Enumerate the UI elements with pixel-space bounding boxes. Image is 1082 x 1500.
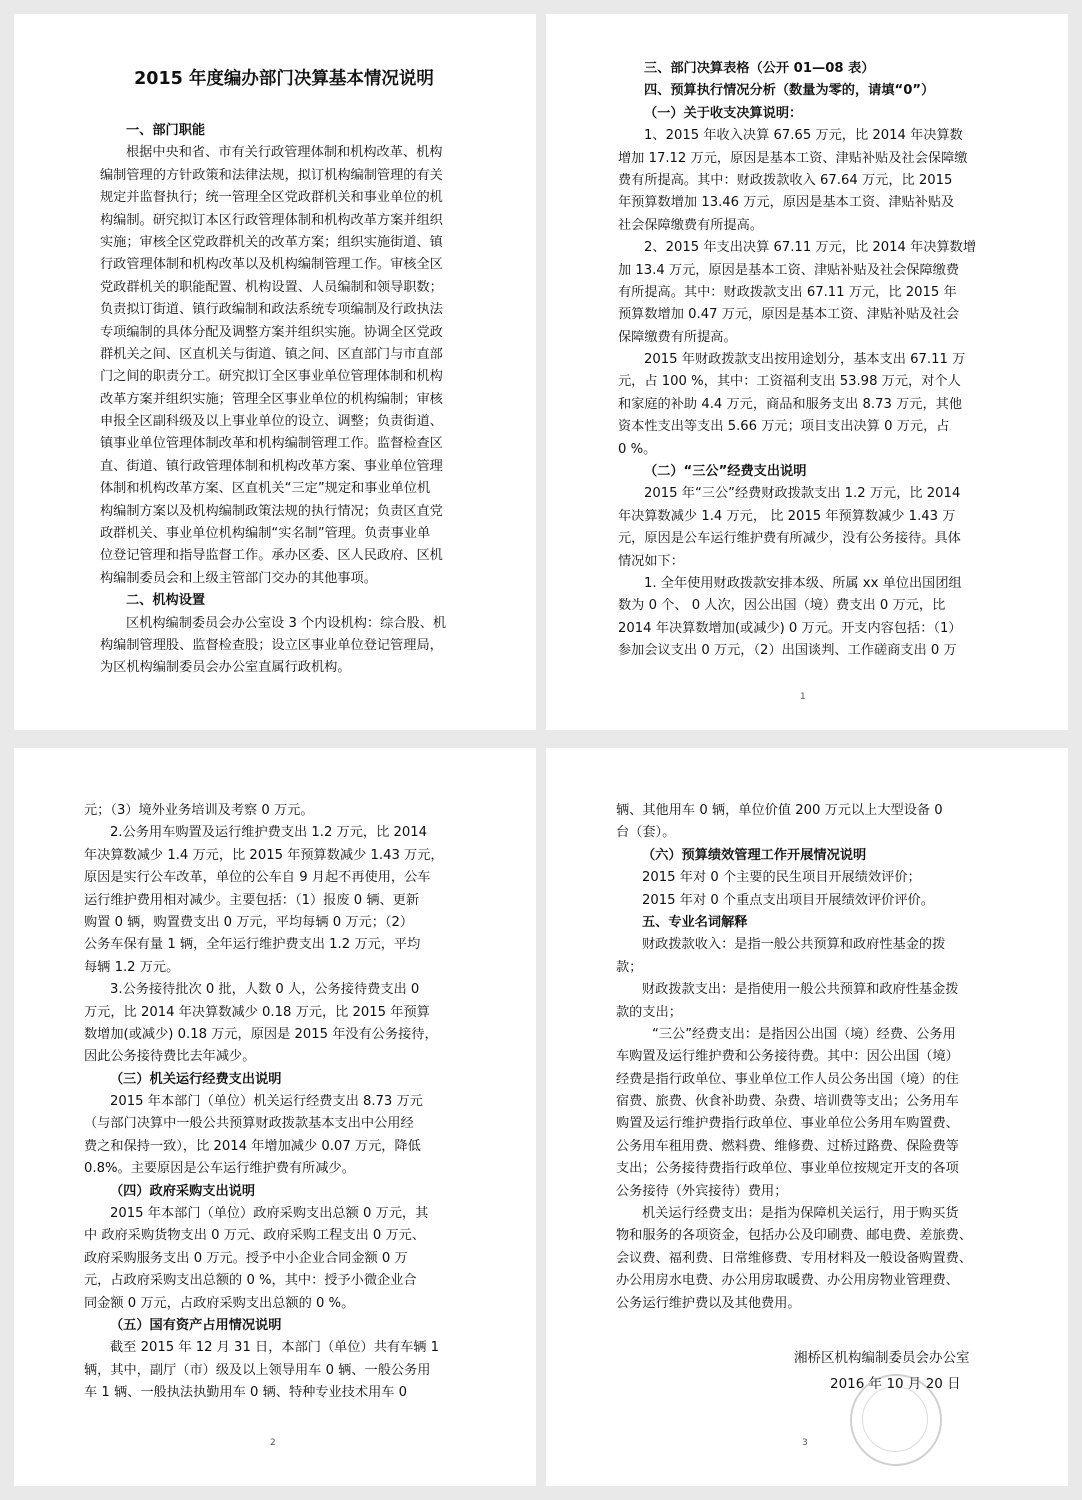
paragraph-line: 运行维护费用相对减少。主要包括：（1）报废 0 辆、更新 bbox=[84, 892, 420, 908]
paragraph-line: 镇事业单位管理体制改革和机构编制管理工作。监督检查区 bbox=[100, 436, 443, 452]
paragraph-line: 0.8%。主要原因是公车运行维护费有所减少。 bbox=[84, 1161, 355, 1177]
paragraph-line: 编制管理的方针政策和法律法规，拟订机构编制管理的有关 bbox=[100, 167, 443, 183]
paragraph-line: 2015 年本部门（单位）政府采购支出总额 0 万元，其 bbox=[110, 1206, 429, 1222]
paragraph-line: 情况如下： bbox=[618, 553, 684, 569]
paragraph-line: 数为 0 个、 0 人次，因公出国（境）费支出 0 万元，比 bbox=[618, 598, 946, 614]
document-page-1 bbox=[14, 14, 536, 730]
section-heading: 四、预算执行情况分析（数量为零的，请填“0”） bbox=[644, 83, 935, 99]
paragraph-line: （与部门决算中一般公共预算财政拨款基本支出中公用经 bbox=[84, 1116, 414, 1132]
paragraph-line: 2014 年决算数增加(或减少) 0 万元。开支内容包括：（1） bbox=[618, 620, 962, 636]
paragraph-line: 车 1 辆、一般执法执勤用车 0 辆、特种专业技术用车 0 bbox=[84, 1385, 408, 1401]
paragraph-line: 财政拨款收入：是指一般公共预算和政府性基金的拨 bbox=[642, 937, 946, 953]
paragraph-line: 机关运行经费支出：是指为保障机关运行，用于购买货 bbox=[642, 1206, 959, 1222]
document-page-3 bbox=[14, 748, 536, 1486]
paragraph-line: 预算数增加 0.47 万元，原因是基本工资、津贴补贴及社会 bbox=[618, 307, 960, 323]
subsection-heading: （一）关于收支决算说明： bbox=[644, 105, 803, 121]
paragraph-line: 位登记管理和指导监督工作。承办区委、区人民政府、区机 bbox=[100, 548, 443, 564]
paragraph-line: 为区机构编制委员会办公室直属行政机构。 bbox=[100, 660, 351, 676]
paragraph-line: 负责拟订街道、镇行政编制和政法系统专项编制及行政执法 bbox=[100, 302, 443, 318]
signature-date: 2016 年 10 月 20 日 bbox=[830, 1375, 961, 1392]
section-heading: 五、专业名词解释 bbox=[642, 914, 748, 930]
paragraph-line: 1、2015 年收入决算 67.65 万元，比 2014 年决算数 bbox=[644, 128, 963, 144]
paragraph-line: 2015 年“三公”经费财政拨款支出 1.2 万元，比 2014 bbox=[644, 486, 961, 502]
subsection-heading: （二）“三公”经费支出说明 bbox=[644, 464, 807, 480]
paragraph-line: 改革方案并组织实施；管理全区事业单位的机构编制；审核 bbox=[100, 391, 443, 407]
subsection-heading: （六）预算绩效管理工作开展情况说明 bbox=[642, 847, 867, 863]
paragraph-line: 规定并监督执行；统一管理全区党政群机关和事业单位的机 bbox=[100, 190, 443, 206]
paragraph-line: 政府采购服务支出 0 万元。授予中小企业合同金额 0 万 bbox=[84, 1250, 408, 1266]
paragraph-line: 构编制方案以及机构编制政策法规的执行情况；负责区直党 bbox=[100, 503, 443, 519]
paragraph-line: 1. 全年使用财政拨款安排本级、所属 xx 单位出国团组 bbox=[644, 575, 962, 591]
paragraph-line: 购置及运行维护费指行政单位、事业单位公务用车购置费、 bbox=[616, 1116, 959, 1132]
paragraph-line: 门之间的职责分工。研究拟订全区事业单位管理体制和机构 bbox=[100, 369, 443, 385]
paragraph-line: 直、街道、镇行政管理体制和机构改革方案、事业单位管理 bbox=[100, 458, 443, 474]
paragraph-line: 资本性支出等支出 5.66 万元；项目支出决算 0 万元，占 bbox=[618, 419, 950, 435]
paragraph-line: 车购置及运行维护费和公务接待费。其中：因公出国（境） bbox=[616, 1049, 959, 1065]
paragraph-line: 经费是指行政单位、事业单位工作人员公务出国（境）的住 bbox=[616, 1071, 959, 1087]
paragraph-line: 每辆 1.2 万元。 bbox=[84, 959, 180, 975]
paragraph-line: 同金额 0 万元，占政府采购支出总额的 0 %。 bbox=[84, 1295, 355, 1311]
paragraph-line: 2015 年对 0 个重点支出项目开展绩效评价评价。 bbox=[642, 892, 934, 908]
page-number: 1 bbox=[800, 692, 806, 702]
subsection-heading: （五）国有资产占用情况说明 bbox=[110, 1317, 282, 1333]
paragraph-line: 2015 年对 0 个主要的民生项目开展绩效评价； bbox=[642, 870, 921, 886]
paragraph-line: 款的支出； bbox=[616, 1004, 682, 1020]
paragraph-line: 原因是实行公车改革，单位的公车自 9 月起不再使用，公车 bbox=[84, 870, 431, 886]
section-heading: 二、机构设置 bbox=[126, 593, 206, 609]
paragraph-line: 行政管理体制和机构改革以及机构编制管理工作。审核全区 bbox=[100, 257, 443, 273]
page-number: 2 bbox=[270, 1438, 276, 1448]
paragraph-line: 费之和保持一致），比 2014 年增加减少 0.07 万元，降低 bbox=[84, 1138, 421, 1154]
paragraph-line: 截至 2015 年 12 月 31 日，本部门（单位）共有车辆 1 bbox=[110, 1340, 440, 1356]
paragraph-line: 公务接待（外宾接待）费用； bbox=[616, 1183, 788, 1199]
subsection-heading: （三）机关运行经费支出说明 bbox=[110, 1071, 282, 1087]
paragraph-line: 数增加(或减少) 0.18 万元，原因是 2015 年没有公务接待， bbox=[84, 1026, 438, 1042]
paragraph-line: 台（套）。 bbox=[616, 825, 676, 841]
paragraph-line: 公务车保有量 1 辆，全年运行维护费支出 1.2 万元，平均 bbox=[84, 937, 421, 953]
paragraph-line: 会议费、福利费、日常维修费、专用材料及一般设备购置费、 bbox=[616, 1250, 973, 1266]
paragraph-line: 体制和机构改革方案、区直机关“三定”规定和事业单位机 bbox=[100, 481, 431, 497]
paragraph-line: 年预算数增加 13.46 万元，原因是基本工资、津贴补贴及 bbox=[618, 195, 955, 211]
paragraph-line: 元，占政府采购支出总额的 0 %，其中：授予小微企业合 bbox=[84, 1273, 417, 1289]
paragraph-line: 增加 17.12 万元，原因是基本工资、津贴补贴及社会保障缴 bbox=[618, 150, 968, 166]
paragraph-line: 构编制管理股、监督检查股；设立区事业单位登记管理局， bbox=[100, 637, 443, 653]
section-heading: 一、部门职能 bbox=[126, 123, 206, 138]
paragraph-line: 构编制。研究拟订本区行政管理体制和机构改革方案并组织 bbox=[100, 212, 443, 228]
section-heading: 三、部门决算表格（公开 01—08 表） bbox=[644, 61, 875, 76]
paragraph-line: 实施；审核全区党政群机关的改革方案；组织实施街道、镇 bbox=[100, 234, 443, 250]
paragraph-line: 中 政府采购货物支出 0 万元、政府采购工程支出 0 万元、 bbox=[84, 1228, 426, 1244]
paragraph-line: 辆、其他用车 0 辆，单位价值 200 万元以上大型设备 0 bbox=[616, 803, 943, 818]
paragraph-line: 构编制委员会和上级主管部门交办的其他事项。 bbox=[100, 570, 377, 586]
paragraph-line: 2、2015 年支出决算 67.11 万元，比 2014 年决算数增 bbox=[644, 240, 977, 256]
paragraph-line: 政群机关、事业单位机构编制“实名制”管理。负责事业单 bbox=[100, 526, 431, 542]
paragraph-line: 0 %。 bbox=[618, 441, 657, 457]
document-title: 2015 年度编办部门决算基本情况说明 bbox=[134, 69, 434, 89]
signature-organization: 湘桥区机构编制委员会办公室 bbox=[794, 1349, 970, 1366]
paragraph-line: 2.公务用车购置及运行维护费支出 1.2 万元，比 2014 bbox=[110, 825, 428, 841]
paragraph-line: 元，占 100 %，其中：工资福利支出 53.98 万元，对个人 bbox=[618, 374, 961, 390]
paragraph-line: 参加会议支出 0 万元，（2）出国谈判、工作磋商支出 0 万 bbox=[618, 643, 957, 659]
paragraph-line: 申报全区副科级及以上事业单位的设立、调整；负责街道、 bbox=[100, 414, 443, 430]
document-page-4 bbox=[546, 748, 1068, 1486]
paragraph-line: 2015 年本部门（单位）机关运行经费支出 8.73 万元 bbox=[110, 1094, 423, 1110]
paragraph-line: 专项编制的具体分配及调整方案并组织实施。协调全区党政 bbox=[100, 324, 443, 340]
paragraph-line: 支出；公务接待费指行政单位、事业单位按规定开支的各项 bbox=[616, 1161, 959, 1177]
paragraph-line: 购置 0 辆，购置费支出 0 万元，平均每辆 0 万元；（2） bbox=[84, 914, 414, 930]
paragraph-line: 3.公务接待批次 0 批，人数 0 人，公务接待费支出 0 bbox=[110, 982, 420, 998]
paragraph-line: 辆，其中，副厅（市）级及以上领导用车 0 辆、一般公务用 bbox=[84, 1362, 431, 1378]
paragraph-line: 社会保障缴费有所提高。 bbox=[618, 217, 764, 233]
official-seal bbox=[850, 1374, 942, 1466]
paragraph-line: 财政拨款支出：是指使用一般公共预算和政府性基金拨 bbox=[642, 982, 959, 998]
paragraph-line: 元；（3）境外业务培训及考察 0 万元。 bbox=[84, 803, 314, 818]
paragraph-line: 公务用车租用费、燃料费、维修费、过桥过路费、保险费等 bbox=[616, 1138, 959, 1154]
page-number: 3 bbox=[802, 1438, 808, 1448]
paragraph-line: 公务运行维护费以及其他费用。 bbox=[616, 1295, 801, 1311]
paragraph-line: “三公”经费支出：是指因公出国（境）经费、公务用 bbox=[652, 1026, 956, 1042]
paragraph-line: 和家庭的补助 4.4 万元，商品和服务支出 8.73 万元，其他 bbox=[618, 396, 963, 412]
paragraph-line: 万元，比 2014 年决算数减少 0.18 万元，比 2015 年预算 bbox=[84, 1004, 430, 1020]
paragraph-line: 宿费、旅费、伙食补助费、杂费、培训费等支出；公务用车 bbox=[616, 1094, 959, 1110]
paragraph-line: 加 13.4 万元，原因是基本工资、津贴补贴及社会保障缴费 bbox=[618, 262, 960, 278]
paragraph-line: 办公用房水电费、办公用房取暖费、办公用房物业管理费、 bbox=[616, 1273, 959, 1289]
paragraph-line: 款； bbox=[616, 959, 643, 975]
paragraph-line: 物和服务的各项资金，包括办公及印刷费、邮电费、差旅费、 bbox=[616, 1228, 973, 1244]
paragraph-line: 党政群机关的职能配置、机构设置、人员编制和领导职数； bbox=[100, 279, 443, 295]
paragraph-line: 年决算数减少 1.4 万元，比 2015 年预算数减少 1.43 万元， bbox=[84, 847, 444, 863]
paragraph-line: 根据中央和省、市有关行政管理体制和机构改革、机构 bbox=[126, 145, 443, 161]
paragraph-line: 有所提高。其中：财政拨款支出 67.11 万元，比 2015 年 bbox=[618, 284, 957, 300]
paragraph-line: 区机构编制委员会办公室设 3 个内设机构：综合股、机 bbox=[126, 615, 447, 631]
paragraph-line: 费有所提高。其中：财政拨款收入 67.64 万元，比 2015 bbox=[618, 172, 953, 188]
paragraph-line: 2015 年财政拨款支出按用途划分，基本支出 67.11 万 bbox=[644, 352, 966, 368]
paragraph-line: 群机关之间、区直机关与街道、镇之间、区直部门与市直部 bbox=[100, 346, 443, 362]
paragraph-line: 保障缴费有所提高。 bbox=[618, 329, 737, 345]
paragraph-line: 年决算数减少 1.4 万元， 比 2015 年预算数减少 1.43 万 bbox=[618, 508, 956, 524]
paragraph-line: 元，原因是公车运行维护费有所减少，没有公务接待。具体 bbox=[618, 531, 961, 547]
paragraph-line: 因此公务接待费比去年减少。 bbox=[84, 1049, 256, 1065]
document-page-2 bbox=[546, 14, 1068, 730]
subsection-heading: （四）政府采购支出说明 bbox=[110, 1183, 256, 1199]
